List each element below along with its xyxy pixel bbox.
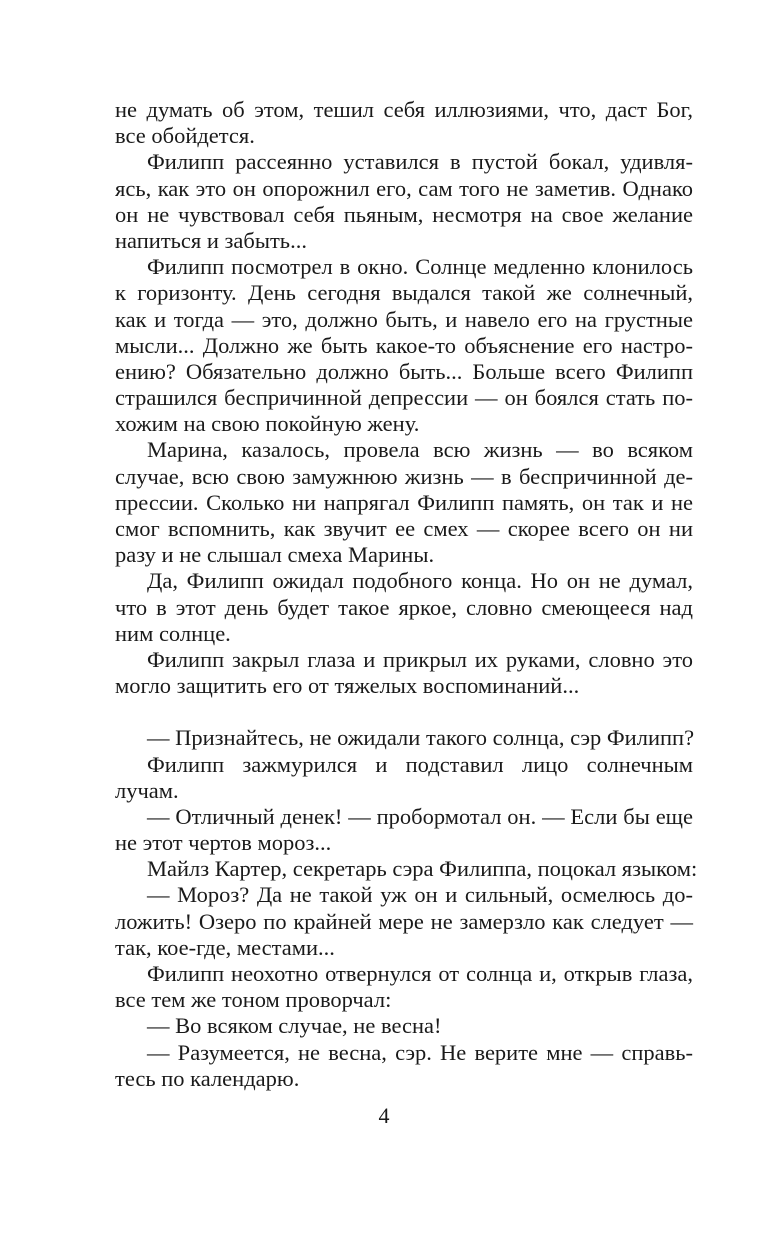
- paragraph: [115, 254, 693, 437]
- text-line: Филипп закрыл глаза и прикрыл их руками, словно это: [147, 646, 693, 672]
- paragraph: [115, 961, 693, 1013]
- text-line: — Признайтесь, не ожидали такого солнца, сэр Филипп?: [147, 725, 695, 751]
- text-line: так, кое-где, местами...: [115, 934, 335, 960]
- text-line: ним солнце.: [115, 620, 231, 646]
- paragraph: [115, 437, 693, 568]
- text-line: Филипп посмотрел в окно. Солнце медленно клонилось: [147, 254, 693, 280]
- text-line: смог вспомнить, как звучит ее смех — скорее всего он ни: [115, 516, 693, 541]
- text-line: мысли... Должно же быть какое-то объяснение его настро-: [115, 332, 693, 358]
- page-number: 4: [378, 1103, 390, 1128]
- text-line: — Отличный денек! — пробормотал он. — Если бы еще: [147, 803, 693, 829]
- text-line: что в этот день будет такое яркое, словно смеющееся над: [115, 594, 693, 620]
- paragraph: [115, 647, 693, 699]
- text-line: к горизонту. День сегодня выдался такой же солнечный,: [115, 280, 693, 306]
- text-line: Да, Филипп ожидал подобного конца. Но он не думал,: [147, 568, 693, 594]
- text-line: Филипп неохотно отвернулся от солнца и, открыв глаза,: [147, 961, 693, 986]
- page-body: [115, 97, 698, 1092]
- section-break: [115, 699, 693, 725]
- text-line: разу и не слышал смеха Марины.: [115, 542, 435, 568]
- text-line: — Разумеется, не весна, сэр. Не верите мне — справь-: [147, 1039, 693, 1065]
- text-line: напиться и забыть...: [115, 227, 307, 253]
- text-line: Филипп зажмурился и подставил лицо солнечным: [147, 751, 693, 777]
- paragraph: [115, 804, 693, 856]
- text-line: Филипп рассеянно уставился в пустой бокал, удивля-: [147, 149, 693, 175]
- text-line: страшился беспричинной депрессии — он боялся стать по-: [115, 385, 693, 411]
- paragraph: [115, 882, 693, 961]
- text-line: лучам.: [115, 777, 179, 803]
- text-line: все обойдется.: [115, 123, 255, 149]
- paragraph: [115, 856, 698, 882]
- text-line: — Во всяком случае, не весна!: [147, 1013, 442, 1039]
- text-line: не думать об этом, тешил себя иллюзиями, что, даст Бог,: [115, 97, 693, 122]
- paragraph: [115, 1040, 693, 1092]
- text-line: могло защитить его от тяжелых воспоминаний...: [115, 673, 580, 699]
- text-line: случае, всю свою замужнюю жизнь — в беспричинной де-: [115, 463, 693, 489]
- paragraph: [115, 725, 693, 751]
- text-line: — Мороз? Да не такой уж он и сильный, осмелюсь до-: [147, 882, 693, 908]
- text-line: ясь, как это он опорожнил его, сам того не заметив. Однако: [115, 175, 693, 201]
- text-line: тесь по календарю.: [115, 1065, 300, 1091]
- text-line: ложить! Озеро по крайней мере не замерзло как следует —: [115, 908, 693, 934]
- text-line: все тем же тоном проворчал:: [115, 987, 392, 1013]
- paragraph: [115, 568, 693, 647]
- paragraph: [115, 149, 693, 254]
- text-line: он не чувствовал себя пьяным, несмотря на свое желание: [115, 201, 693, 227]
- text-line: Майлз Картер, секретарь сэра Филиппа, поцокал языком:: [147, 856, 698, 882]
- text-line: прессии. Сколько ни напрягал Филипп память, он так и не: [115, 489, 693, 515]
- paragraph: [115, 1013, 693, 1039]
- paragraph: [115, 97, 693, 149]
- text-line: Марина, казалось, провела всю жизнь — во всяком: [147, 437, 693, 463]
- text-line: не этот чертов мороз...: [115, 830, 332, 856]
- text-line: хожим на свою покойную жену.: [115, 411, 420, 437]
- text-line: как и тогда — это, должно быть, и навело его на грустные: [115, 306, 693, 332]
- text-line: ению? Обязательно должно быть... Больше всего Филипп: [115, 358, 693, 384]
- paragraph: [115, 752, 693, 804]
